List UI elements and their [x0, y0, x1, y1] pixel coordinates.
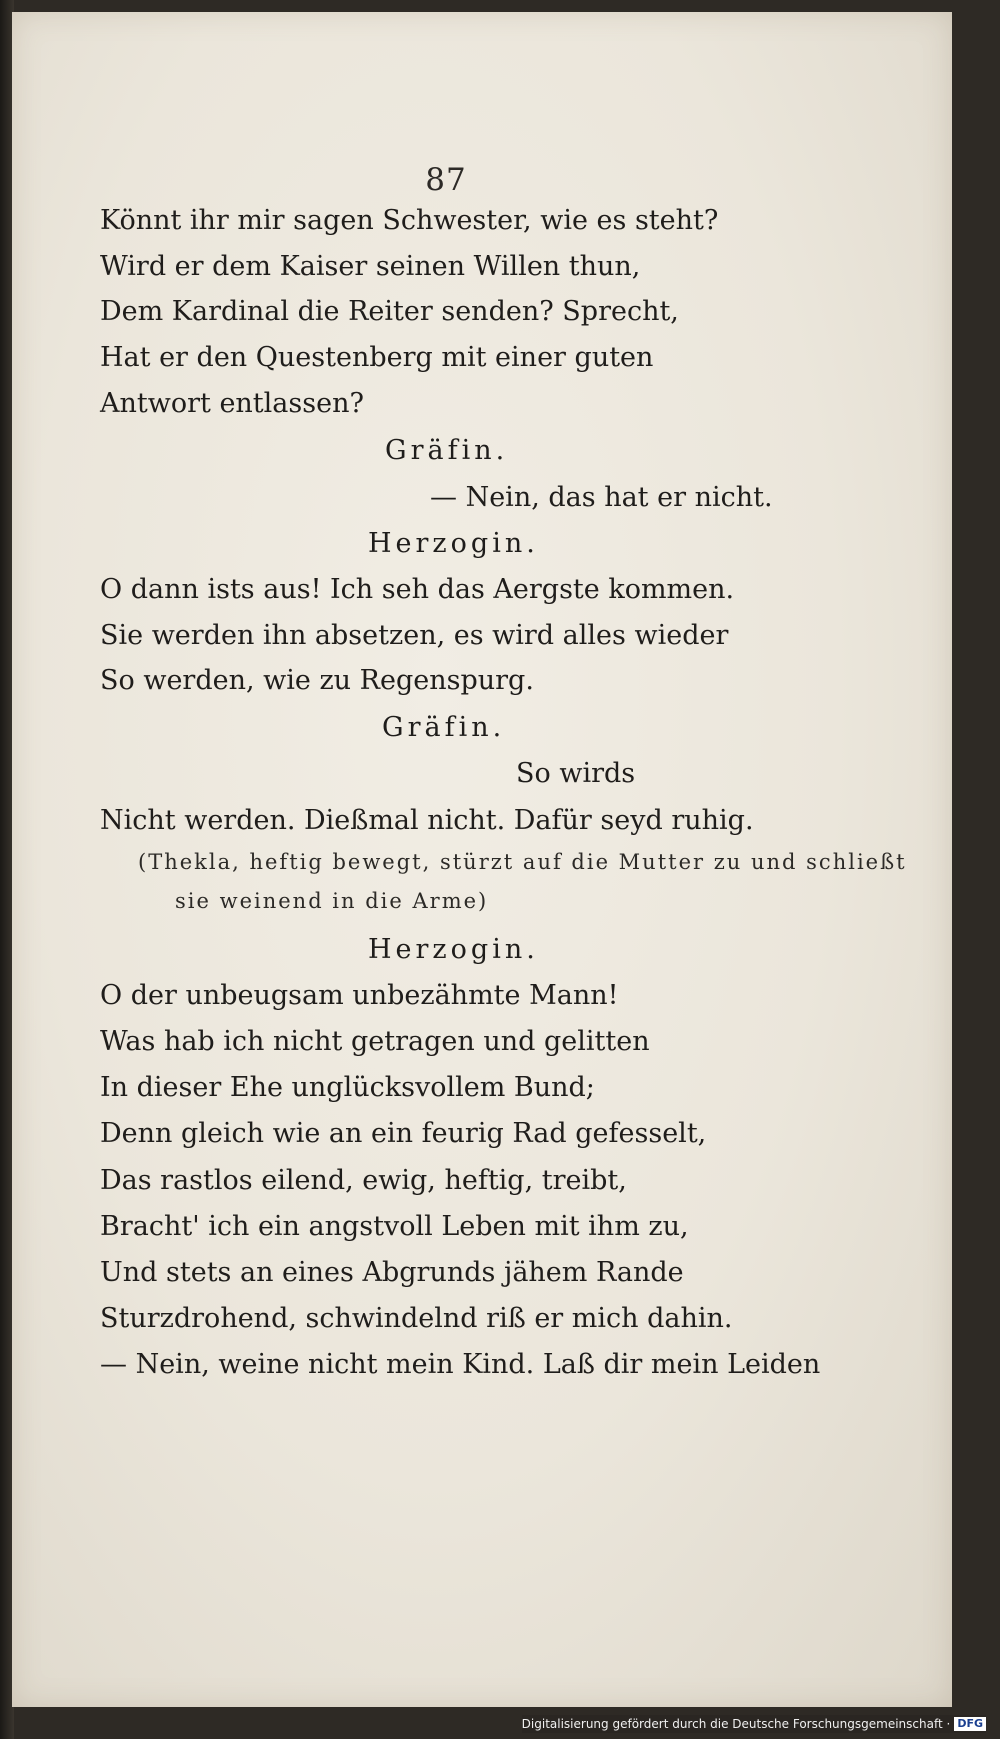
- verse-line: So wirds: [516, 758, 636, 789]
- verse-line: Bracht' ich ein angstvoll Leben mit ihm zu,: [100, 1211, 689, 1242]
- credit-text: Digitalisierung gefördert durch die Deutsche Forschungsgemeinschaft ·: [521, 1717, 951, 1731]
- stage-direction: sie weinend in die Arme): [175, 889, 489, 913]
- verse-line: Hat er den Questenberg mit einer guten: [100, 342, 654, 373]
- verse-line: Nicht werden. Dießmal nicht. Dafür seyd ruhig.: [100, 805, 754, 836]
- verse-line: — Nein, weine nicht mein Kind. Laß dir mein Leiden: [100, 1349, 821, 1380]
- verse-line: Was hab ich nicht getragen und gelitten: [100, 1026, 650, 1057]
- speaker-name: Gräfin.: [382, 712, 506, 743]
- verse-line: Sturzdrohend, schwindelnd riß er mich dahin.: [100, 1303, 733, 1334]
- verse-line: O der unbeugsam unbezähmte Mann!: [100, 980, 619, 1011]
- verse-line: Wird er dem Kaiser seinen Willen thun,: [100, 251, 641, 282]
- verse-line: Und stets an eines Abgrunds jähem Rande: [100, 1257, 684, 1288]
- verse-line: In dieser Ehe unglücksvollem Bund;: [100, 1072, 595, 1103]
- book-page: [12, 12, 952, 1707]
- verse-line: Könnt ihr mir sagen Schwester, wie es steht?: [100, 205, 719, 236]
- verse-line: So werden, wie zu Regenspurg.: [100, 665, 534, 696]
- verse-line: Antwort entlassen?: [100, 388, 364, 419]
- speaker-name: Gräfin.: [385, 435, 509, 466]
- speaker-name: Herzogin.: [368, 934, 539, 965]
- verse-line: Denn gleich wie an ein feurig Rad gefesselt,: [100, 1118, 707, 1149]
- stage-direction: (Thekla, heftig bewegt, stürzt auf die Mutter zu und schließt: [138, 850, 907, 874]
- verse-line: Dem Kardinal die Reiter senden? Sprecht,: [100, 296, 679, 327]
- speaker-name: Herzogin.: [368, 528, 539, 559]
- verse-line: O dann ists aus! Ich seh das Aergste kommen.: [100, 574, 735, 605]
- verse-line: — Nein, das hat er nicht.: [430, 482, 773, 513]
- verse-line: Das rastlos eilend, ewig, heftig, treibt,: [100, 1165, 627, 1196]
- dfg-logo-icon: DFG: [954, 1717, 986, 1731]
- digitization-credit: [522, 1715, 986, 1733]
- verse-line: Sie werden ihn absetzen, es wird alles wieder: [100, 620, 729, 651]
- page-number: 87: [425, 162, 467, 198]
